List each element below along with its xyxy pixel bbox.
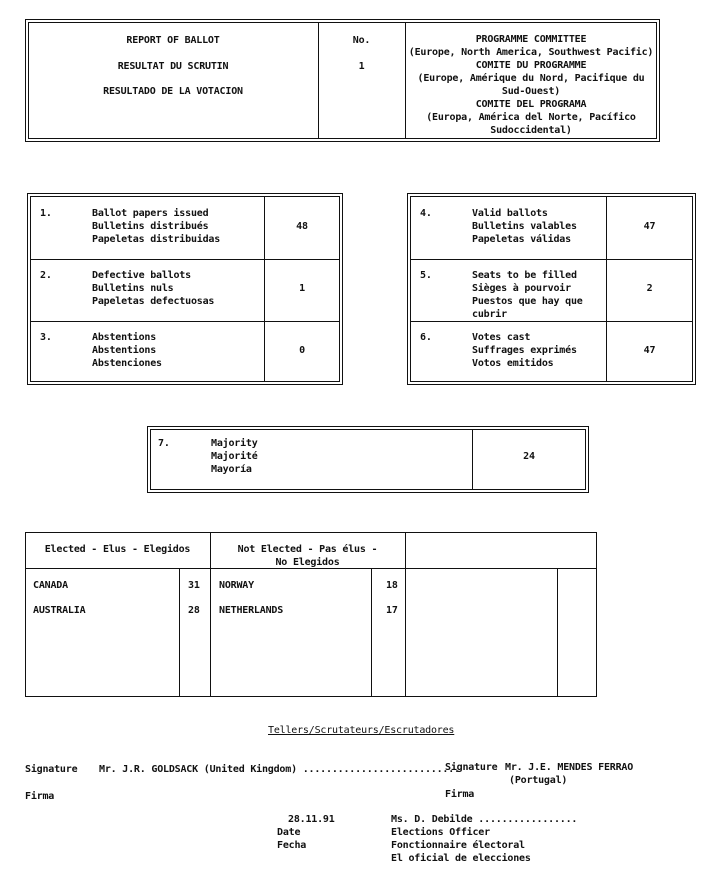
stat-label: Ballot papers issued Bulletins distribués Papeletas distribuidas <box>92 208 221 245</box>
committee-line: (Europe, Amérique du Nord, Pacifique du <box>417 73 645 84</box>
committee-line: Sudoccidental) <box>490 125 572 136</box>
report-title-fr: RESULTAT DU SCRUTIN <box>117 61 229 72</box>
committee-line: COMITE DU PROGRAMME <box>475 60 587 71</box>
committee-line: (Europa, América del Norte, Pacífico <box>426 112 636 123</box>
stat-number: 2. <box>40 270 52 281</box>
stat-number: 5. <box>420 270 432 281</box>
elected-header: Elected - Elus - Elegidos <box>44 544 191 555</box>
report-title-es: RESULTADO DE LA VOTACION <box>103 86 243 97</box>
officer-title-fr: Fonctionnaire électoral <box>391 840 525 851</box>
not-elected-header: Not Elected - Pas élus - No Elegidos <box>237 544 378 568</box>
stats-right-row-line <box>410 321 693 322</box>
firma-label-1: Firma <box>25 791 55 802</box>
teller-1-name: Mr. J.R. GOLDSACK (United Kingdom) ........................... <box>99 764 460 775</box>
stats-left-row-line <box>30 321 340 322</box>
elected-votes: 31 <box>188 580 200 591</box>
committee-line: PROGRAMME COMMITTEE <box>475 34 587 45</box>
teller-2-country: (Portugal) <box>509 775 568 786</box>
officer-name: Ms. D. Debilde ................. <box>391 814 578 825</box>
committee-line: Sud-Ouest) <box>501 86 561 97</box>
stat-value: 48 <box>296 221 308 232</box>
fecha-label: Fecha <box>277 840 307 851</box>
stat-number: 7. <box>158 438 170 449</box>
teller-2-name: Mr. J.E. MENDES FERRAO <box>505 762 634 773</box>
stat-label: Votes cast Suffrages exprimés Votos emitidos <box>472 332 577 369</box>
stat-number: 4. <box>420 208 432 219</box>
stats-right-row-line <box>410 259 693 260</box>
signature-label-2: Signature <box>445 762 498 773</box>
firma-label-2: Firma <box>445 789 475 800</box>
majority-value: 24 <box>523 451 535 462</box>
report-title-en: REPORT OF BALLOT <box>126 35 220 46</box>
stat-value: 47 <box>643 221 656 232</box>
committee-line: (Europe, North America, Southwest Pacific) <box>408 47 654 58</box>
not-elected-name: NORWAY <box>219 580 254 591</box>
results-votes-divider <box>179 568 180 697</box>
stat-number: 6. <box>420 332 432 343</box>
stat-label: Valid ballots Bulletins valables Papeletas válidas <box>472 208 577 245</box>
elected-votes: 28 <box>188 605 200 616</box>
ballot-no-value: 1 <box>358 61 365 72</box>
elected-name: CANADA <box>33 580 68 591</box>
officer-title-en: Elections Officer <box>391 827 490 838</box>
results-divider <box>405 532 406 697</box>
committee-line: COMITE DEL PROGRAMA <box>475 99 587 110</box>
stat-value: 47 <box>643 345 656 356</box>
results-votes-divider <box>371 568 372 697</box>
date-value: 28.11.91 <box>288 814 335 825</box>
not-elected-votes: 17 <box>386 605 398 616</box>
elected-name: AUSTRALIA <box>33 605 86 616</box>
stat-value: 0 <box>299 345 305 356</box>
stat-number: 3. <box>40 332 52 343</box>
elections-officer-block <box>391 813 577 865</box>
committee-block <box>405 33 657 137</box>
stats-left-row-line <box>30 259 340 260</box>
majority-label: Majority Majorité Mayoría <box>211 438 258 475</box>
officer-title-es: El oficial de elecciones <box>391 853 531 864</box>
tellers-heading: Tellers/Scrutateurs/Escrutadores <box>268 725 455 736</box>
results-votes-divider <box>557 568 558 697</box>
signature-label-1: Signature <box>25 764 78 775</box>
stat-label: Defective ballots Bulletins nuls Papeletas defectuosas <box>92 270 215 307</box>
not-elected-votes: 18 <box>386 580 398 591</box>
stat-value: 1 <box>299 283 305 294</box>
stat-label: Seats to be filled Sièges à pourvoir Puestos que hay que cubrir <box>472 270 583 320</box>
not-elected-name: NETHERLANDS <box>219 605 284 616</box>
date-label: Date <box>277 827 301 838</box>
stat-value: 2 <box>646 283 653 294</box>
stat-number: 1. <box>40 208 52 219</box>
stat-label: Abstentions Abstentions Abstenciones <box>92 332 162 369</box>
ballot-no-label: No. <box>352 35 371 46</box>
